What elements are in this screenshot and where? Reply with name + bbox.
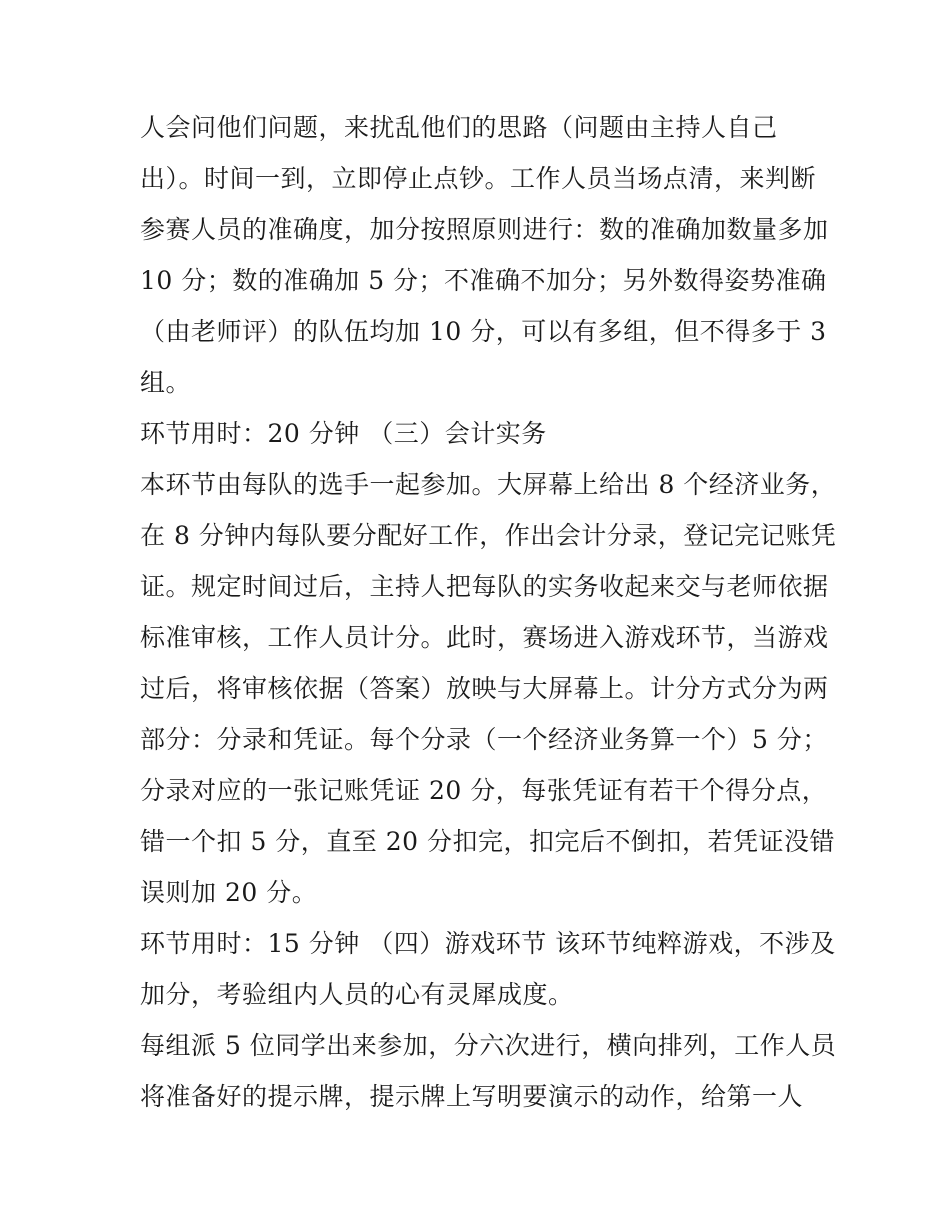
text-line: 加分，考验组内人员的心有灵犀成度。 [140,980,574,1009]
text-line: 过后，将审核依据（答案）放映与大屏幕上。计分方式分为两 [140,674,829,703]
section-heading-line: 环节用时：20 分钟 （三）会计实务 [140,419,547,448]
text-line: 错一个扣 5 分，直至 20 分扣完，扣完后不倒扣，若凭证没错 [140,827,836,856]
text-line: 在 8 分钟内每队要分配好工作，作出会计分录，登记完记账凭 [140,521,837,550]
section-heading-line: 环节用时：15 分钟 （四）游戏环节 该环节纯粹游戏，不涉及 [140,929,836,958]
text-line: 组。 [140,368,192,397]
text-line: 误则加 20 分。 [140,878,318,907]
text-line: 人会问他们问题，来扰乱他们的思路（问题由主持人自己 [140,113,778,142]
text-line: 本环节由每队的选手一起参加。大屏幕上给出 8 个经济业务， [140,470,837,499]
text-line: （由老师评）的队伍均加 10 分，可以有多组，但不得多于 3 [140,317,827,346]
text-line: 标准审核，工作人员计分。此时，赛场进入游戏环节，当游戏 [140,623,829,652]
text-line: 证。规定时间过后，主持人把每队的实务收起来交与老师依据 [140,572,829,601]
text-line: 分录对应的一张记账凭证 20 分，每张凭证有若干个得分点， [140,776,828,805]
text-line: 参赛人员的准确度，加分按照原则进行：数的准确加数量多加 [140,215,829,244]
text-line: 10 分；数的准确加 5 分；不准确不加分；另外数得姿势准确 [140,266,827,295]
text-line: 将准备好的提示牌，提示牌上写明要演示的动作，给第一人 [140,1082,804,1111]
text-line: 每组派 5 位同学出来参加，分六次进行，横向排列，工作人员 [140,1031,837,1060]
text-line: 部分：分录和凭证。每个分录（一个经济业务算一个）5 分； [140,725,828,754]
text-line: 出）。时间一到，立即停止点钞。工作人员当场点清，来判断 [140,164,817,193]
